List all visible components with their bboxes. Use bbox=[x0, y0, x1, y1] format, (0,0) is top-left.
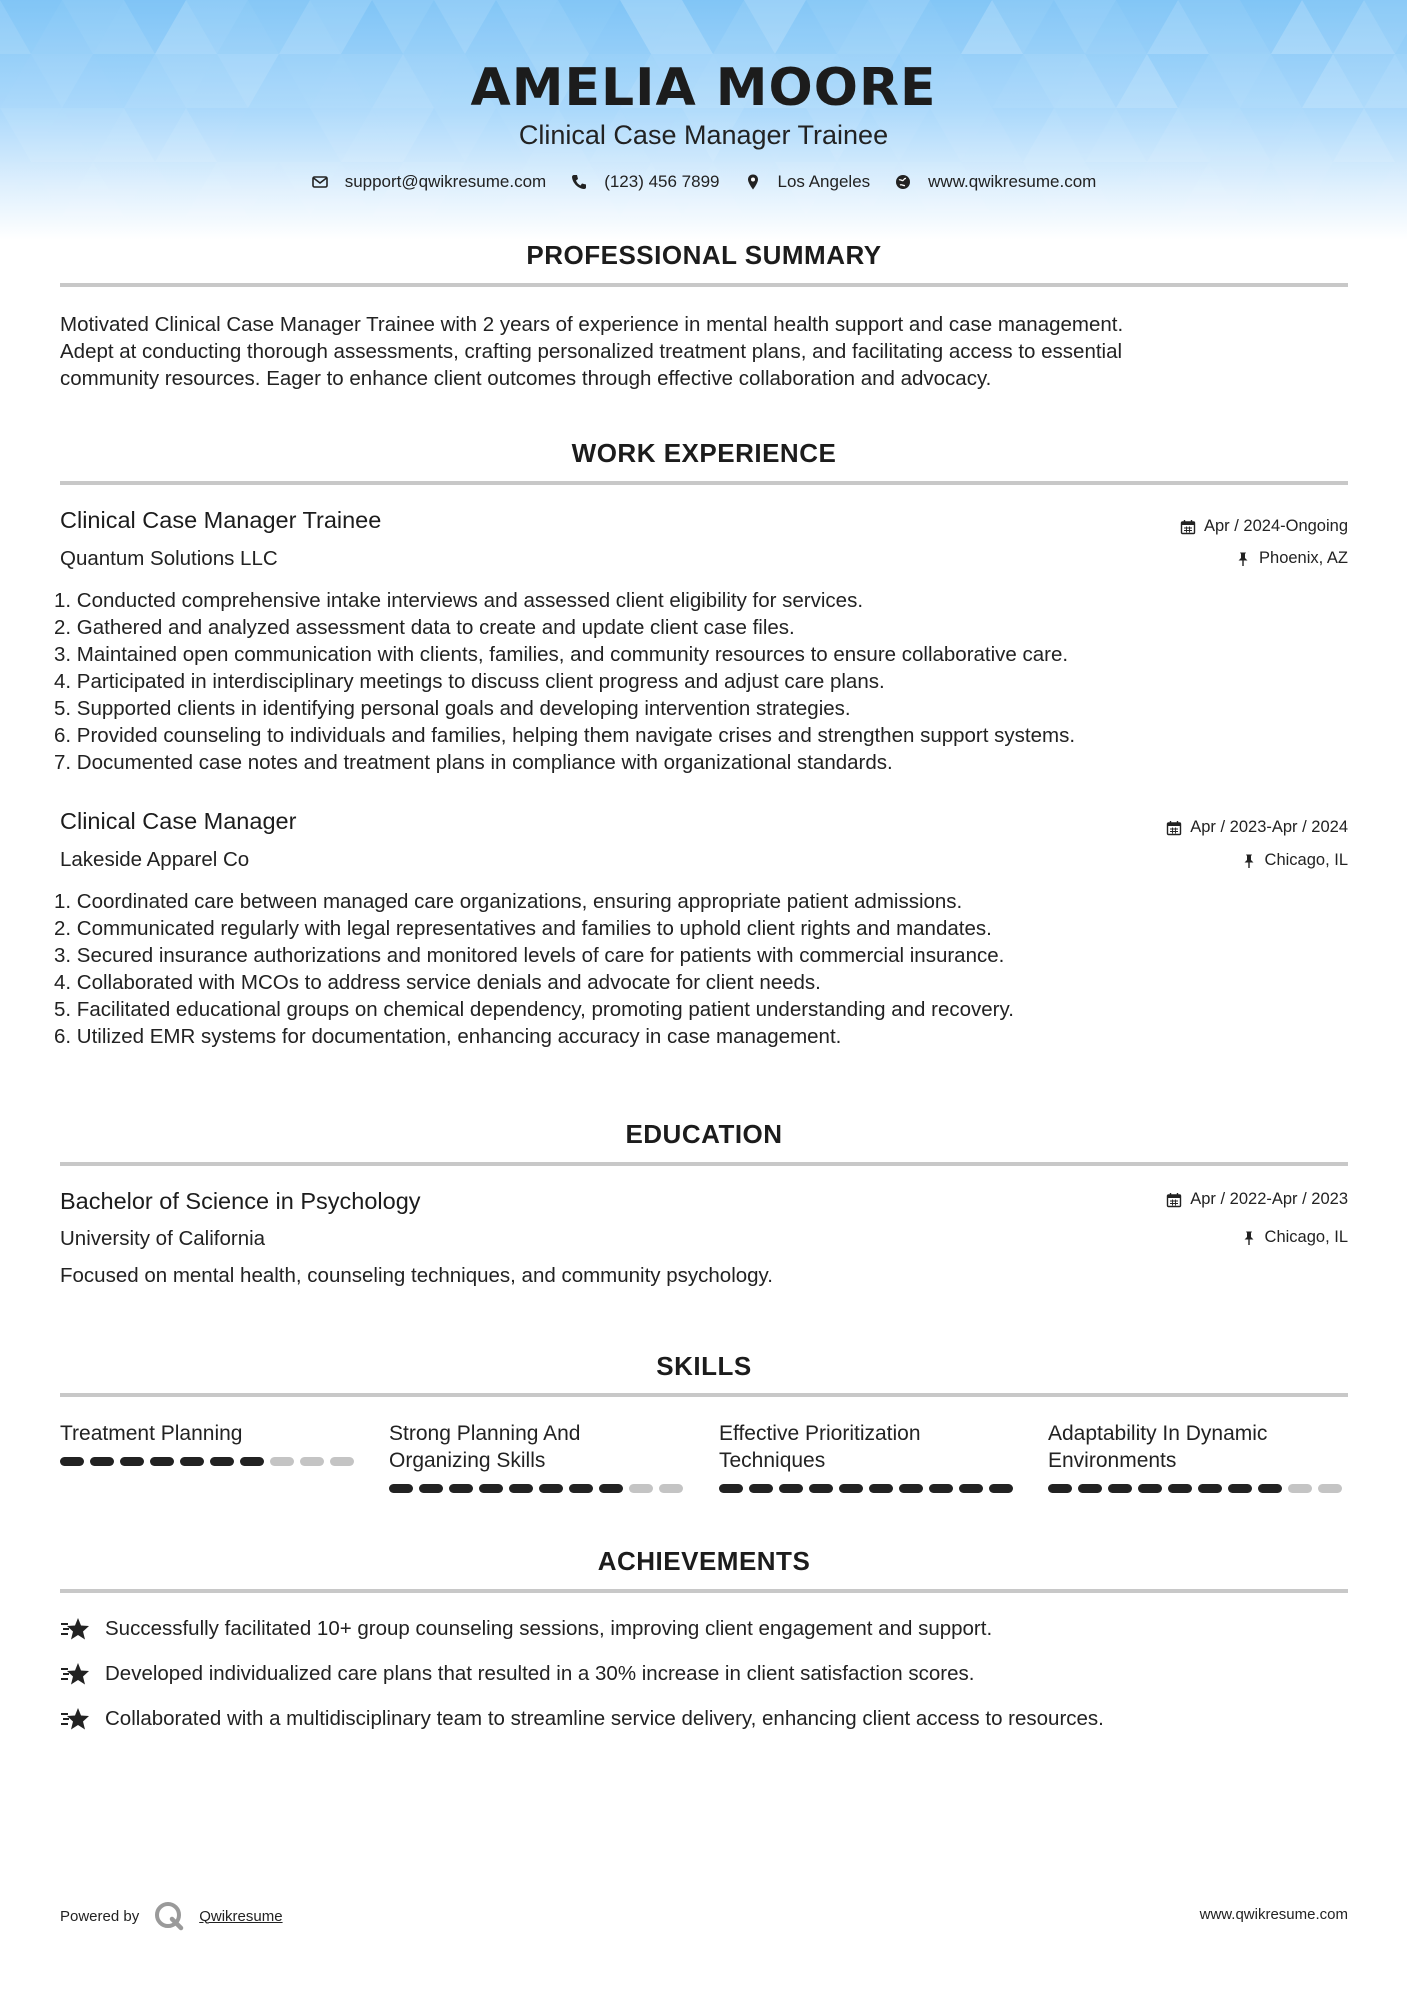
summary-line: Adept at conducting thorough assessments, crafting personalized treatment plans, and facilitating access to essential bbox=[60, 340, 1123, 363]
skill-segment-filled bbox=[120, 1457, 144, 1466]
skill-level-bar bbox=[60, 1457, 354, 1466]
experience-heading: WORK EXPERIENCE bbox=[571, 438, 837, 468]
list-item: 6. Provided counseling to individuals and families, helping them navigate crises and strengthen support systems. bbox=[54, 724, 1076, 747]
skill-segment-filled bbox=[180, 1457, 204, 1466]
skill-segment-empty bbox=[629, 1484, 653, 1493]
contact-location bbox=[744, 172, 871, 192]
phone-text: (123) 456 7899 bbox=[604, 172, 720, 191]
skill-segment-filled bbox=[150, 1457, 174, 1466]
achievements-divider bbox=[60, 1589, 1348, 1593]
skill-segment-filled bbox=[989, 1484, 1013, 1493]
skill-segment-filled bbox=[1258, 1484, 1282, 1493]
footer-powered-by bbox=[60, 1900, 283, 1932]
skill-segment-filled bbox=[1078, 1484, 1102, 1493]
skill-segment-filled bbox=[809, 1484, 833, 1493]
education-location bbox=[1241, 1228, 1348, 1247]
summary-line: community resources. Eager to enhance client outcomes through effective collaboration and advocacy. bbox=[60, 367, 992, 390]
skill-segment-filled bbox=[90, 1457, 114, 1466]
job-location-text: Chicago, IL bbox=[1264, 851, 1348, 869]
skill-segment-filled bbox=[959, 1484, 983, 1493]
list-item: 7. Documented case notes and treatment plans in compliance with organizational standards. bbox=[54, 751, 893, 774]
list-item: 3. Maintained open communication with clients, families, and community resources to ensure collaborative care. bbox=[54, 643, 1069, 666]
job-location bbox=[1235, 549, 1348, 568]
skill-segment-filled bbox=[389, 1484, 413, 1493]
skill-segment-filled bbox=[1138, 1484, 1162, 1493]
skill-name: Strong Planning And bbox=[389, 1422, 581, 1445]
list-item: 1. Conducted comprehensive intake interviews and assessed client eligibility for services. bbox=[54, 589, 864, 612]
skill-segment-filled bbox=[599, 1484, 623, 1493]
website-text: www.qwikresume.com bbox=[928, 172, 1097, 191]
education-description: Focused on mental health, counseling techniques, and community psychology. bbox=[60, 1264, 773, 1287]
pushpin-icon bbox=[1241, 1230, 1257, 1246]
skill-item bbox=[60, 1420, 360, 1447]
contact-website[interactable] bbox=[894, 172, 1096, 192]
candidate-name: AMELIA MOORE bbox=[470, 58, 937, 118]
skill-name-continued: Techniques bbox=[719, 1449, 826, 1472]
calendar-icon bbox=[1180, 519, 1196, 535]
skill-segment-filled bbox=[479, 1484, 503, 1493]
skill-segment-empty bbox=[1318, 1484, 1342, 1493]
skill-segment-filled bbox=[240, 1457, 264, 1466]
achievement-item bbox=[60, 1615, 992, 1643]
skill-item bbox=[719, 1420, 1019, 1474]
job-bullets bbox=[54, 888, 1014, 1050]
achievement-text: Collaborated with a multidisciplinary team to streamline service delivery, enhancing client access to resources. bbox=[105, 1707, 1104, 1730]
skill-segment-filled bbox=[569, 1484, 593, 1493]
school-name: University of California bbox=[60, 1227, 266, 1250]
skill-segment-filled bbox=[449, 1484, 473, 1493]
job-dates-text: Apr / 2024-Ongoing bbox=[1203, 517, 1348, 535]
calendar-icon bbox=[1166, 1192, 1182, 1208]
skill-segment-filled bbox=[1048, 1484, 1072, 1493]
list-item: 5. Facilitated educational groups on chemical dependency, promoting patient understanding and recovery. bbox=[54, 998, 1014, 1021]
list-item: 3. Secured insurance authorizations and monitored levels of care for patients with commercial insurance. bbox=[54, 944, 1005, 967]
skill-item bbox=[389, 1420, 689, 1474]
education-location-text: Chicago, IL bbox=[1264, 1228, 1348, 1246]
achievements-heading: ACHIEVEMENTS bbox=[597, 1546, 811, 1576]
skill-level-bar bbox=[719, 1484, 1013, 1493]
skill-segment-filled bbox=[1168, 1484, 1192, 1493]
summary-text bbox=[60, 311, 1360, 392]
achievement-item bbox=[60, 1705, 1104, 1733]
skill-segment-empty bbox=[300, 1457, 324, 1466]
skill-name: Effective Prioritization bbox=[719, 1422, 921, 1445]
experience-divider bbox=[60, 481, 1348, 485]
contact-email[interactable] bbox=[311, 172, 547, 192]
job-dates bbox=[1166, 818, 1348, 837]
job-dates-text: Apr / 2023-Apr / 2024 bbox=[1190, 818, 1348, 836]
qwikresume-logo-icon bbox=[153, 1900, 185, 1932]
skill-segment-filled bbox=[1108, 1484, 1132, 1493]
skill-level-bar bbox=[1048, 1484, 1342, 1493]
degree-title: Bachelor of Science in Psychology bbox=[60, 1188, 421, 1214]
location-text: Los Angeles bbox=[777, 172, 871, 191]
education-divider bbox=[60, 1162, 1348, 1166]
skill-segment-filled bbox=[869, 1484, 893, 1493]
company-name: Lakeside Apparel Co bbox=[60, 848, 250, 871]
skill-segment-empty bbox=[270, 1457, 294, 1466]
powered-by-label: Powered by bbox=[60, 1907, 140, 1925]
star-icon bbox=[60, 1660, 92, 1688]
envelope-icon bbox=[311, 173, 329, 191]
education-dates-text: Apr / 2022-Apr / 2023 bbox=[1190, 1190, 1348, 1208]
summary-divider bbox=[60, 283, 1348, 287]
job-bullets bbox=[54, 587, 1075, 776]
skill-segment-filled bbox=[60, 1457, 84, 1466]
job-location bbox=[1241, 851, 1348, 870]
skill-segment-filled bbox=[839, 1484, 863, 1493]
skill-segment-empty bbox=[659, 1484, 683, 1493]
pushpin-icon bbox=[1241, 853, 1257, 869]
skill-name-continued: Organizing Skills bbox=[389, 1449, 546, 1472]
contact-phone[interactable] bbox=[570, 172, 719, 192]
achievement-text: Developed individualized care plans that resulted in a 30% increase in client satisfaction scores. bbox=[105, 1662, 975, 1685]
calendar-icon bbox=[1166, 820, 1182, 836]
education-dates bbox=[1166, 1190, 1348, 1209]
list-item: 2. Gathered and analyzed assessment data to create and update client case files. bbox=[54, 616, 795, 639]
skill-name-continued: Environments bbox=[1048, 1449, 1177, 1472]
skill-segment-filled bbox=[419, 1484, 443, 1493]
skill-segment-filled bbox=[1228, 1484, 1252, 1493]
skill-segment-filled bbox=[1198, 1484, 1222, 1493]
skill-name: Treatment Planning bbox=[60, 1422, 243, 1445]
map-pin-icon bbox=[744, 173, 762, 191]
pushpin-icon bbox=[1235, 551, 1251, 567]
skill-segment-filled bbox=[929, 1484, 953, 1493]
skill-segment-filled bbox=[719, 1484, 743, 1493]
list-item: 4. Participated in interdisciplinary meetings to discuss client progress and adjust care plans. bbox=[54, 670, 885, 693]
skill-segment-filled bbox=[899, 1484, 923, 1493]
achievement-item bbox=[60, 1660, 974, 1688]
list-item: 4. Collaborated with MCOs to address service denials and advocate for client needs. bbox=[54, 971, 821, 994]
star-icon bbox=[60, 1705, 92, 1733]
job-title: Clinical Case Manager Trainee bbox=[60, 507, 382, 533]
skills-heading: SKILLS bbox=[656, 1351, 752, 1381]
job-dates bbox=[1180, 517, 1348, 536]
phone-icon bbox=[570, 173, 588, 191]
skill-segment-filled bbox=[210, 1457, 234, 1466]
list-item: 2. Communicated regularly with legal representatives and families to uphold client rights and mandates. bbox=[54, 917, 992, 940]
achievement-text: Successfully facilitated 10+ group counseling sessions, improving client engagement and support. bbox=[105, 1617, 993, 1640]
contact-bar bbox=[0, 172, 1407, 192]
job-title: Clinical Case Manager bbox=[60, 808, 297, 834]
list-item: 5. Supported clients in identifying personal goals and developing intervention strategies. bbox=[54, 697, 851, 720]
education-heading: EDUCATION bbox=[625, 1119, 783, 1149]
candidate-title: Clinical Case Manager Trainee bbox=[518, 120, 889, 150]
list-item: 1. Coordinated care between managed care organizations, ensuring appropriate patient admissions. bbox=[54, 890, 963, 913]
skill-segment-filled bbox=[509, 1484, 533, 1493]
summary-heading: PROFESSIONAL SUMMARY bbox=[526, 240, 882, 270]
brand-link[interactable]: Qwikresume bbox=[199, 1907, 283, 1925]
footer-website[interactable]: www.qwikresume.com bbox=[1199, 1906, 1348, 1923]
skill-segment-filled bbox=[779, 1484, 803, 1493]
company-name: Quantum Solutions LLC bbox=[60, 547, 278, 570]
summary-line: Motivated Clinical Case Manager Trainee with 2 years of experience in mental health support and case management. bbox=[60, 313, 1124, 336]
skill-segment-empty bbox=[1288, 1484, 1312, 1493]
skills-divider bbox=[60, 1393, 1348, 1397]
list-item: 6. Utilized EMR systems for documentation, enhancing accuracy in case management. bbox=[54, 1025, 842, 1048]
skill-item bbox=[1048, 1420, 1348, 1474]
skill-name: Adaptability In Dynamic bbox=[1048, 1422, 1268, 1445]
globe-icon bbox=[894, 173, 912, 191]
skill-level-bar bbox=[389, 1484, 683, 1493]
skill-segment-empty bbox=[330, 1457, 354, 1466]
email-text: support@qwikresume.com bbox=[344, 172, 547, 191]
job-location-text: Phoenix, AZ bbox=[1259, 549, 1348, 567]
skill-segment-filled bbox=[749, 1484, 773, 1493]
skill-segment-filled bbox=[539, 1484, 563, 1493]
star-icon bbox=[60, 1615, 92, 1643]
